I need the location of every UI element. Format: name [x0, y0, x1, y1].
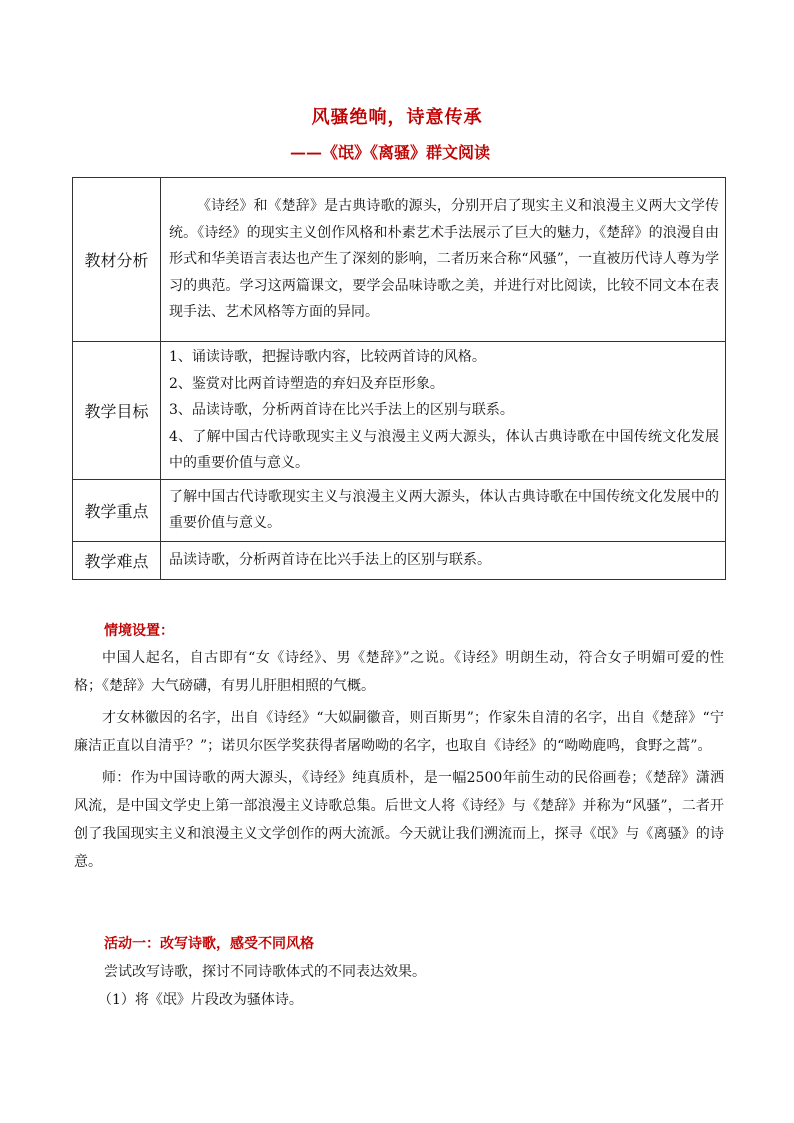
activity1-intro: 尝试改写诗歌，探讨不同诗歌体式的不同表达效果。	[104, 964, 426, 980]
lesson-info-table	[72, 177, 726, 580]
row-content-difficulties: 品读诗歌，分析两首诗在比兴手法上的区别与联系。	[161, 541, 726, 579]
situation-body	[74, 644, 724, 880]
row-content-goals	[161, 342, 726, 480]
goal-item: 1、诵读诗歌，把握诗歌内容，比较两首诗的风格。	[169, 349, 486, 365]
situation-paragraph: 才女林徽因的名字，出自《诗经》“大姒嗣徽音，则百斯男”；作家朱自清的名字，出自《楚辞》“宁廉洁正直以自清乎？”；诺贝尔医学奖获得者屠呦呦的名字，也取自《诗经》的“呦呦鹿鸣，食野之蒿”。	[74, 710, 724, 754]
row-label-analysis: 教材分析	[73, 178, 161, 342]
situation-paragraph: 中国人起名，自古即有“女《诗经》、男《楚辞》”之说。《诗经》明朗生动，符合女子明媚可爱的性格；《楚辞》大气磅礴，有男儿肝胆相照的气概。	[74, 650, 724, 694]
row-label-difficulties: 教学难点	[73, 541, 161, 579]
row-label-key-points: 教学重点	[73, 479, 161, 541]
table-row	[73, 541, 726, 579]
goal-item: 3、品读诗歌，分析两首诗在比兴手法上的区别与联系。	[169, 402, 514, 418]
row-content-key-points: 了解中国古代诗歌现实主义与浪漫主义两大源头，体认古典诗歌在中国传统文化发展中的重要价值与意义。	[161, 479, 726, 541]
goal-item: 4、了解中国古代诗歌现实主义与浪漫主义两大源头，体认古典诗歌在中国传统文化发展中的重要价值与意义。	[169, 428, 719, 471]
table-row	[73, 342, 726, 480]
table-row	[73, 479, 726, 541]
page-title: 风骚绝响，诗意传承	[311, 107, 483, 128]
activity1-item: （1）将《氓》片段改为骚体诗。	[98, 992, 303, 1008]
table-row	[73, 178, 726, 342]
situation-heading: 情境设置：	[104, 623, 174, 639]
situation-paragraph: 师：作为中国诗歌的两大源头，《诗经》纯真质朴，是一幅2500年前生动的民俗画卷；《楚辞》潇洒风流，是中国文学史上第一部浪漫主义诗歌总集。后世文人将《诗经》与《楚辞》并称为“风骚”，二者开创了我国现实主义和浪漫主义文学创作的两大流派。今天就让我们溯流而上，探寻《氓》与《离骚》的诗意。	[74, 770, 724, 870]
page-subtitle: ——《氓》《离骚》群文阅读	[290, 143, 491, 162]
row-label-goals: 教学目标	[73, 342, 161, 480]
activity1-heading: 活动一：改写诗歌，感受不同风格	[104, 936, 314, 952]
row-content-analysis: 《诗经》和《楚辞》是古典诗歌的源头，分别开启了现实主义和浪漫主义两大文学传统。《诗经》的现实主义创作风格和朴素艺术手法展示了巨大的魅力，《楚辞》的浪漫自由形式和华美语言表达也产生了深刻的影响，二者历来合称“风骚”，一直被历代诗人尊为学习的典范。学习这两篇课文，要学会品味诗歌之美，并进行对比阅读，比较不同文本在表现手法、艺术风格等方面的异同。	[161, 178, 726, 342]
goal-item: 2、鉴赏对比两首诗塑造的弃妇及弃臣形象。	[169, 375, 444, 392]
